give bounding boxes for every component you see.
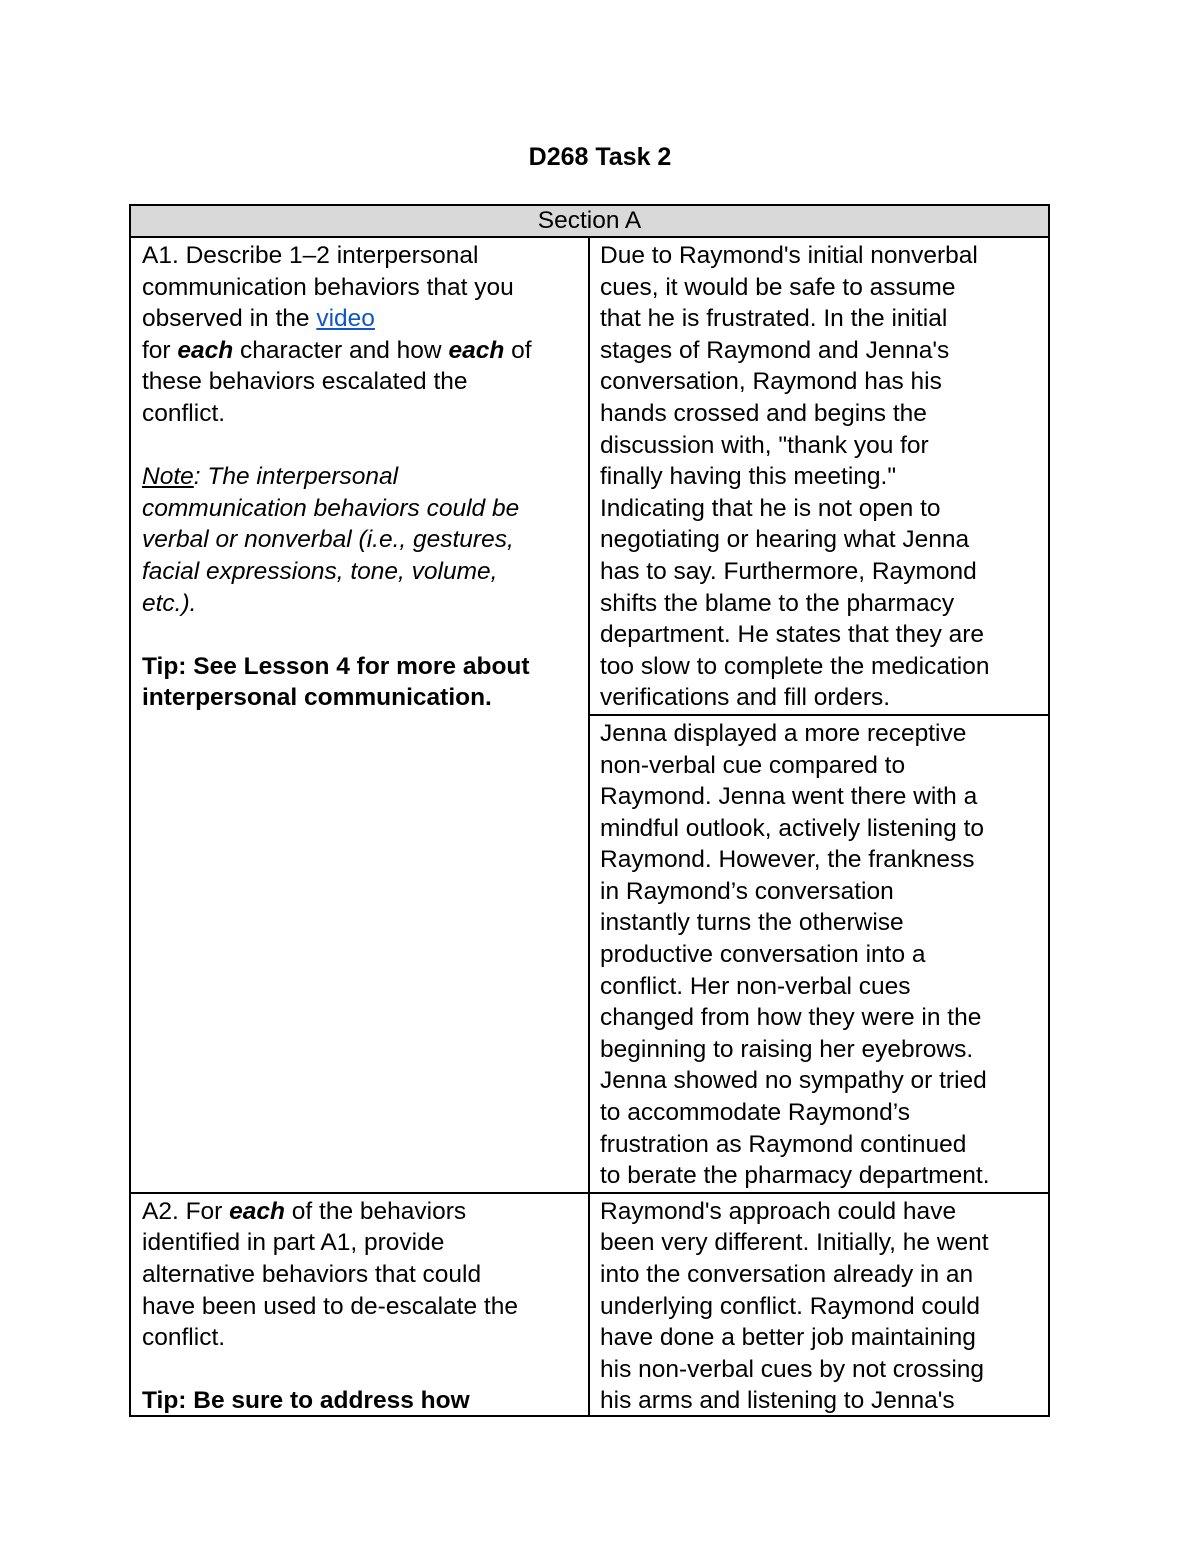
note-line: : The interpersonal — [193, 463, 399, 491]
a2-prompt-line: have been used to de-escalate the — [142, 1292, 518, 1320]
a1-prompt-line — [142, 303, 580, 335]
a2-answer-cell — [589, 1193, 1049, 1416]
answer-line: has to say. Furthermore, Raymond — [600, 557, 977, 585]
answer-line: Raymond. Jenna went there with a — [600, 783, 978, 811]
answer-line: too slow to complete the medication — [600, 652, 990, 680]
document-title: D268 Task 2 — [528, 143, 672, 171]
a2-text: of the behaviors — [284, 1197, 467, 1225]
note-line: communication behaviors could be — [142, 494, 520, 522]
a1-answer-raymond-cell — [589, 237, 1049, 715]
each-emphasis: each — [229, 1197, 285, 1225]
note-line: facial expressions, tone, volume, — [142, 557, 498, 585]
answer-line: his arms and listening to Jenna's — [600, 1387, 955, 1415]
answer-line: beginning to raising her eyebrows. — [600, 1035, 974, 1063]
a1-text: character and how — [233, 336, 449, 364]
answer-line: Due to Raymond's initial nonverbal — [600, 242, 978, 269]
a2-prompt-line — [142, 1196, 580, 1228]
answer-line: Raymond. However, the frankness — [600, 846, 975, 874]
a2-text: A2. For — [142, 1197, 230, 1225]
answer-line: been very different. Initially, he went — [600, 1229, 989, 1257]
a1-text: of — [504, 336, 532, 364]
answer-line: hands crossed and begins the — [600, 399, 927, 427]
answer-line: underlying conflict. Raymond could — [600, 1292, 980, 1320]
answer-line: in Raymond’s conversation — [600, 877, 894, 905]
a1-tip-line: interpersonal communication. — [142, 684, 492, 712]
a2-prompt-line: conflict. — [142, 1324, 226, 1352]
a2-answer — [600, 1196, 1042, 1415]
answer-line: instantly turns the otherwise — [600, 909, 904, 937]
a2-prompt-line: identified in part A1, provide — [142, 1229, 445, 1257]
a2-prompt-line: alternative behaviors that could — [142, 1261, 482, 1288]
answer-line: changed from how they were in the — [600, 1004, 982, 1032]
a2-prompt-cell — [130, 1193, 589, 1416]
a1-prompt-line: A1. Describe 1–2 interpersonal — [142, 242, 479, 269]
a2-prompt — [142, 1196, 580, 1415]
a1-tip-line: Tip: See Lesson 4 for more about — [142, 652, 530, 680]
section-a-header: Section A — [130, 205, 1049, 237]
answer-line: into the conversation already in an — [600, 1261, 974, 1288]
a1-answer-jenna — [600, 718, 1042, 1192]
answer-line: verifications and fill orders. — [600, 684, 891, 712]
each-emphasis: each — [177, 336, 234, 364]
answer-line: discussion with, "thank you for — [600, 431, 929, 459]
note-line: etc.). — [142, 589, 197, 617]
answer-line: Raymond's approach could have — [600, 1197, 957, 1225]
answer-line: mindful outlook, actively listening to — [600, 814, 985, 842]
answer-line: conflict. Her non-verbal cues — [600, 972, 911, 1000]
answer-line: Indicating that he is not open to — [600, 494, 941, 522]
a1-prompt — [142, 240, 580, 714]
answer-line: non-verbal cue compared to — [600, 751, 906, 779]
video-link[interactable]: video — [316, 305, 375, 333]
answer-line: Jenna displayed a more receptive — [600, 719, 967, 747]
a2-tip-line: Tip: Be sure to address how — [142, 1387, 470, 1415]
a1-answer-raymond — [600, 240, 1042, 714]
a1-answer-jenna-cell — [589, 715, 1049, 1193]
a1-prompt-line: conflict. — [142, 399, 226, 427]
note-label: Note — [142, 463, 194, 491]
section-a-table — [129, 204, 1050, 1417]
answer-line: Jenna showed no sympathy or tried — [600, 1067, 987, 1095]
answer-line: to accommodate Raymond’s — [600, 1099, 911, 1127]
a1-prompt-line: these behaviors escalated the — [142, 368, 468, 396]
a1-prompt-cell — [130, 237, 589, 1193]
answer-line: that he is frustrated. In the initial — [600, 305, 948, 333]
answer-line: have done a better job maintaining — [600, 1324, 976, 1352]
answer-line: cues, it would be safe to assume — [600, 273, 956, 301]
a1-prompt-text: observed in the — [142, 305, 317, 333]
answer-line: to berate the pharmacy department. — [600, 1162, 990, 1190]
answer-line: conversation, Raymond has his — [600, 368, 942, 396]
a1-text: for — [142, 336, 178, 364]
a1-note — [142, 461, 580, 493]
answer-line: frustration as Raymond continued — [600, 1130, 967, 1158]
answer-line: negotiating or hearing what Jenna — [600, 526, 970, 554]
answer-line: finally having this meeting." — [600, 463, 897, 491]
note-line: verbal or nonverbal (i.e., gestures, — [142, 526, 514, 554]
answer-line: shifts the blame to the pharmacy — [600, 589, 955, 617]
answer-line: stages of Raymond and Jenna's — [600, 336, 950, 364]
answer-line: productive conversation into a — [600, 941, 926, 969]
answer-line: department. He states that they are — [600, 621, 985, 649]
a1-prompt-line: communication behaviors that you — [142, 273, 514, 301]
answer-line: his non-verbal cues by not crossing — [600, 1355, 985, 1383]
a1-prompt-line — [142, 335, 580, 367]
each-emphasis: each — [448, 336, 505, 364]
